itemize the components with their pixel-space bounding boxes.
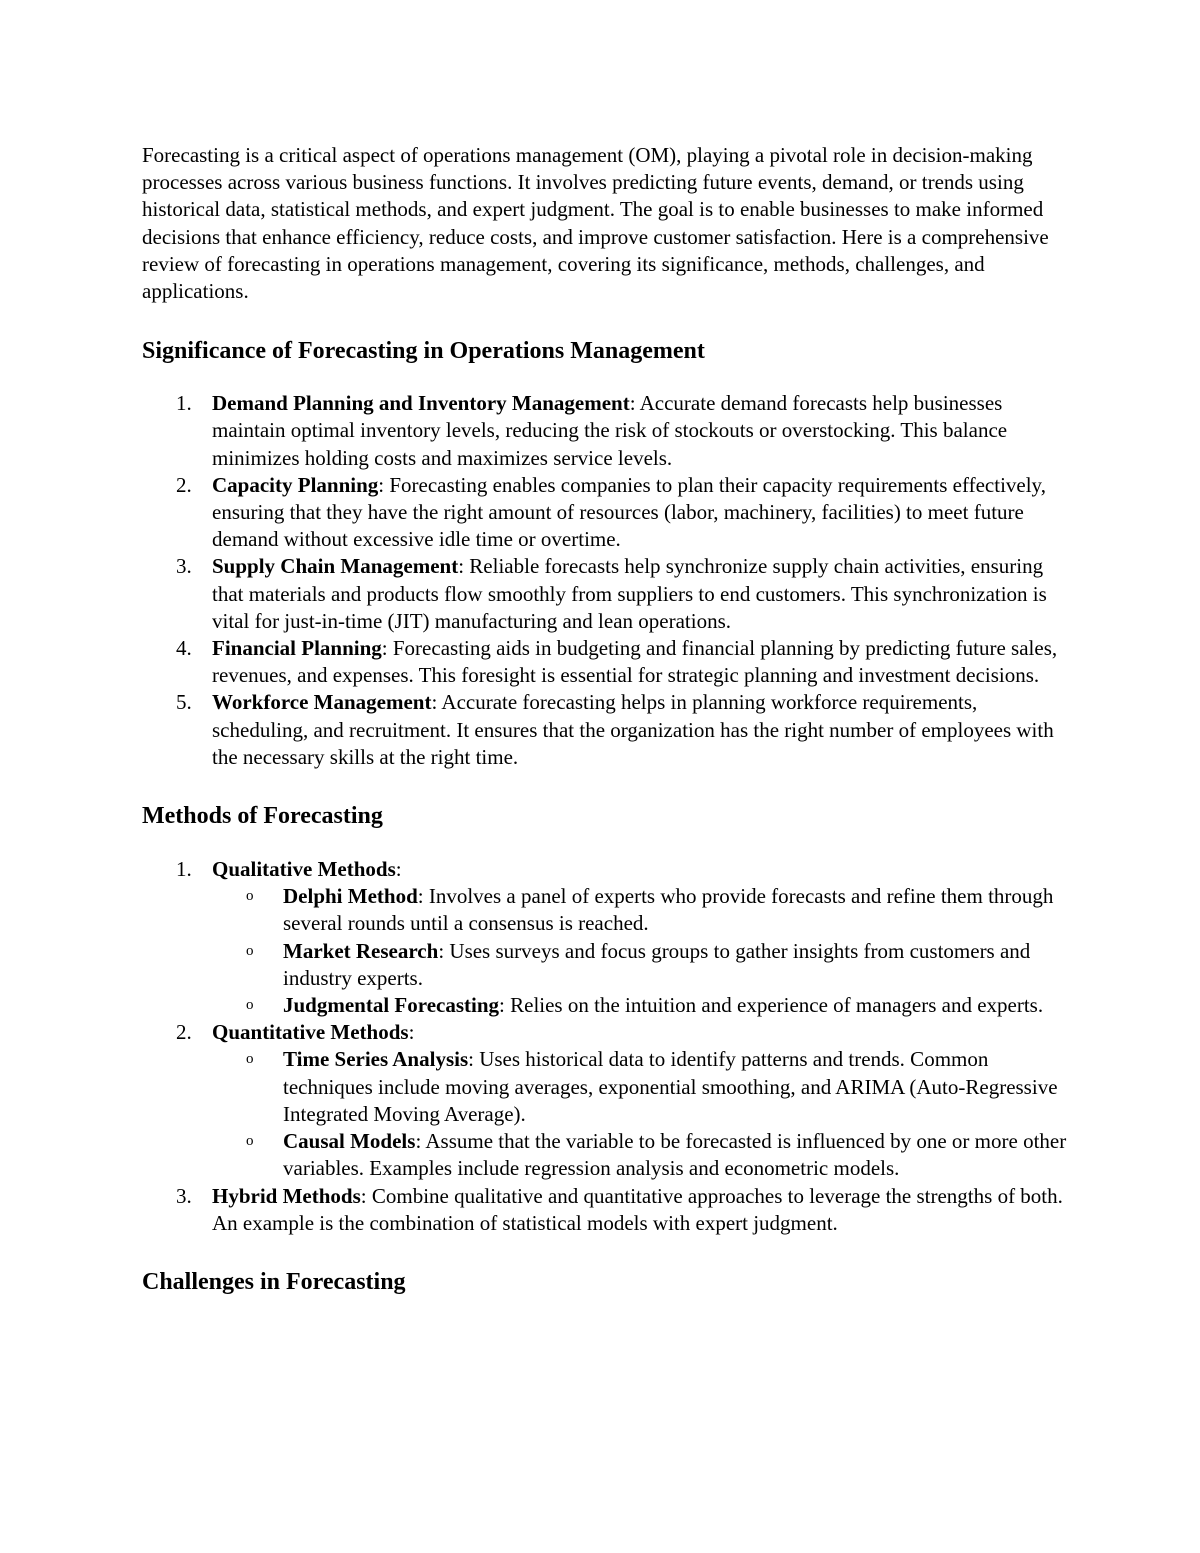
bullet-icon: o (246, 1133, 254, 1150)
document-body (142, 142, 1067, 1297)
list-number: 3. (176, 1183, 192, 1208)
bullet-icon: o (246, 1051, 254, 1068)
list-item-text: : Accurate forecasting helps in planning workforce requirements, scheduling, and recruitment. It ensures that the organization has the right number of employees with the necessary skills at the right time. (212, 690, 1054, 769)
bullet-icon: o (246, 942, 254, 959)
sublist-item-term: Market Research (283, 938, 439, 963)
list-item-term: Demand Planning and Inventory Management (212, 391, 630, 416)
list-item-text: : (395, 857, 402, 882)
list-number: 1. (176, 857, 192, 882)
list-item-text: : (408, 1020, 415, 1045)
methods-list (142, 856, 1067, 1237)
sublist-item-text: : Assume that the variable to be forecasted is influenced by one or more other variables. Examples include regression analysis and econometric models. (283, 1129, 1067, 1181)
list-item-term: Qualitative Methods (212, 857, 396, 882)
sublist-item-text: : Uses surveys and focus groups to gather insights from customers and industry experts. (283, 938, 1031, 990)
list-item-term: Capacity Planning (212, 472, 379, 497)
list-item (142, 856, 1067, 1019)
sublist-item-term: Judgmental Forecasting (283, 993, 500, 1018)
sublist-item (212, 938, 1067, 992)
sublist-item-term: Time Series Analysis (283, 1047, 469, 1072)
bullet-icon: o (246, 997, 254, 1014)
list-item-text: : Accurate demand forecasts help businesses maintain optimal inventory levels, reducing the risk of stockouts or overstocking. This balance minimizes holding costs and maximizes service levels. (212, 391, 1008, 470)
list-item (142, 689, 1067, 771)
list-item-text: : Combine qualitative and quantitative approaches to leverage the strengths of both. An example is the combination of statistical models with expert judgment. (212, 1183, 1063, 1235)
heading-challenges: Challenges in Forecasting (142, 1268, 406, 1295)
sublist-item-term: Causal Models (283, 1129, 416, 1154)
significance-list (142, 390, 1067, 771)
list-item (142, 1019, 1067, 1182)
list-item-term: Hybrid Methods (212, 1183, 361, 1208)
intro-paragraph: Forecasting is a critical aspect of operations management (OM), playing a pivotal role in decision-making processes across various business functions. It involves predicting future events, demand, or trends using historical data, statistical methods, and expert judgment. The goal is to enable businesses to make informed decisions that enhance efficiency, reduce costs, and improve customer satisfaction. Here is a comprehensive review of forecasting in operations management, covering its significance, methods, challenges, and applications. (142, 143, 1049, 304)
sublist-item-text: : Relies on the intuition and experience of managers and experts. (499, 993, 1044, 1018)
list-number: 3. (176, 554, 192, 579)
list-item (142, 472, 1067, 554)
sublist-item (212, 992, 1067, 1019)
list-number: 4. (176, 636, 192, 661)
list-item (142, 553, 1067, 635)
list-number: 1. (176, 391, 192, 416)
sublist-item (212, 1046, 1067, 1128)
list-item-text: : Reliable forecasts help synchronize supply chain activities, ensuring that materials and products flow smoothly from suppliers to end customers. This synchronization is vital for just-in-time (JIT) manufacturing and lean operations. (212, 554, 1047, 633)
list-item-term: Quantitative Methods (212, 1020, 409, 1045)
list-item-term: Supply Chain Management (212, 554, 459, 579)
sublist (212, 1046, 1067, 1182)
sublist-item-term: Delphi Method (283, 884, 418, 909)
list-item-text: : Forecasting aids in budgeting and financial planning by predicting future sales, revenues, and expenses. This foresight is essential for strategic planning and investment decisions. (212, 636, 1058, 688)
list-item (142, 1183, 1067, 1237)
sublist (212, 883, 1067, 1019)
list-number: 5. (176, 690, 192, 715)
heading-methods: Methods of Forecasting (142, 803, 383, 830)
sublist-item (212, 883, 1067, 937)
bullet-icon: o (246, 888, 254, 905)
list-item-text: : Forecasting enables companies to plan their capacity requirements effectively, ensuring that they have the right amount of resources (labor, machinery, facilities) to meet future demand without excessive idle time or overtime. (212, 472, 1046, 552)
sublist-item-text: : Involves a panel of experts who provide forecasts and refine them through several rounds until a consensus is reached. (283, 884, 1054, 936)
sublist-item-text: : Uses historical data to identify patterns and trends. Common techniques include moving averages, exponential smoothing, and ARIMA (Auto-Regressive Integrated Moving Average). (283, 1047, 1058, 1126)
list-number: 2. (176, 1020, 192, 1045)
list-item-term: Financial Planning (212, 636, 382, 661)
sublist-item (212, 1128, 1067, 1182)
list-item-term: Workforce Management (212, 690, 432, 715)
list-item (142, 390, 1067, 472)
list-item (142, 635, 1067, 689)
heading-significance: Significance of Forecasting in Operations Management (142, 338, 705, 365)
list-number: 2. (176, 472, 192, 497)
